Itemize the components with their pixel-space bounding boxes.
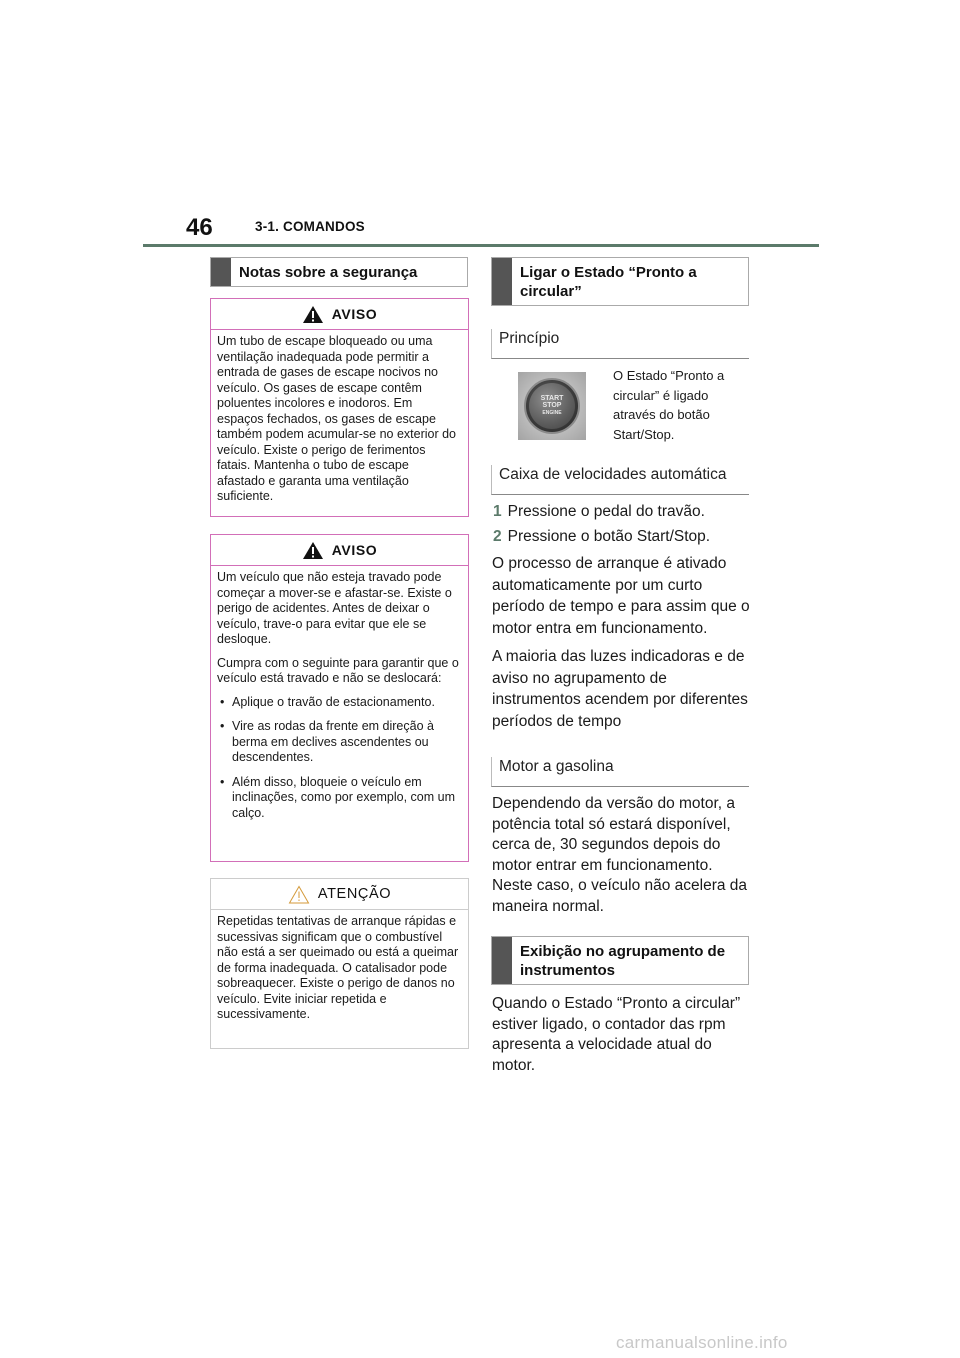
step-number: 1 [493,503,502,520]
section-bar [211,258,231,286]
warning-title-text: AVISO [331,542,378,558]
warning-title [211,535,468,566]
paragraph-petrol-engine: Dependendo da versão do motor, a potência total só estará disponível, cerca de, 30 segundos depois do motor entrar em funcionamento. Neste caso, o veículo não acelera da maneira normal. [492,795,748,915]
caution-title [211,879,468,910]
subheading-automatic: Caixa de velocidades automática [491,465,749,495]
chapter-title: 3-1. COMANDOS [255,219,365,234]
step-number: 2 [493,528,502,545]
paragraph-start-process: O processo de arranque é ativado automaticamente por um curto período de tempo e para assim que o motor entra em funcionamento. [492,555,750,637]
caution-title-text: ATENÇÃO [317,886,392,902]
step-2 [493,528,710,546]
subheading-principle: Princípio [491,329,749,359]
button-label-engine: ENGINE [542,409,562,416]
warning-paragraph: Cumpra com o seguinte para garantir que o veículo está travado e não se deslocará: [217,655,459,685]
warning-paragraph: Um veículo que não esteja travado pode começar a mover-se e afastar-se. Existe o perigo de acidentes. Antes de deixar o veículo, trave-o para evitar que ele se desloque. [217,570,452,646]
start-stop-button-image [518,372,586,440]
caution-box [210,878,469,1049]
step-text: Pressione o pedal do travão. [507,503,705,520]
button-label-start: START [540,394,564,402]
warning-body: Um tubo de escape bloqueado ou uma ventilação inadequada pode permitir a entrada de gases de escape nocivos no veículo. Os gases de escape contêm poluentes incolores e inodoros. Em espaços fechados, os gases de escape também podem acumular-se no exterior do veículo. Existe o perigo de ferimentos fatais. Mantenha o tubo de escape afastado e garanta uma ventilação suficiente. [217,334,457,503]
section-bar [492,937,512,984]
bullet-item: • Além disso, bloqueie o veículo em inclinações, como por exemplo, com um calço. [217,775,460,822]
watermark: carmanualsonline.info [616,1333,788,1352]
paragraph-rpm: Quando o Estado “Pronto a circular” estiver ligado, o contador das rpm apresenta a velocidade atual do motor. [492,995,741,1074]
warning-body [211,566,468,836]
button-label-stop: STOP [542,402,562,410]
page-number: 46 [186,214,213,241]
warning-box-rolling [210,534,469,862]
section-header-ready [491,257,749,306]
caution-triangle-icon [288,885,310,904]
section-title: Ligar o Estado “Pronto a circular” [520,264,697,300]
subheading-petrol: Motor a gasolina [491,757,749,787]
bullet-item: • Vire as rodas da frente em direção à berma em declives ascendentes ou descendentes. [217,719,460,766]
header-rule [143,244,819,247]
caution-body: Repetidas tentativas de arranque rápidas e sucessivas significam que o combustível não está a ser queimado ou está a queimar de forma inadequada. O catalisador pode sobreaquecer. Existe o perigo de danos no veículo. Evite iniciar repetida e sucessivamente. [217,914,459,1021]
warning-title [211,299,468,330]
step-text: Pressione o botão Start/Stop. [507,528,711,545]
section-title: Exibição no agrupamento de instrumentos [520,943,726,979]
warning-triangle-icon [302,541,324,560]
bullet-item: • Aplique o travão de estacionamento. [217,695,460,711]
image-caption: O Estado “Pronto a circular” é ligado através do botão Start/Stop. [613,368,725,442]
paragraph-indicator-lights: A maioria das luzes indicadoras e de aviso no agrupamento de instrumentos acendem por diferentes períodos de tempo [492,648,748,730]
warning-triangle-icon [302,305,324,324]
section-header-instruments [491,936,749,985]
step-1 [493,503,705,521]
warning-bullet-list [217,695,460,822]
button-face [529,383,575,429]
section-title: Notas sobre a segurança [239,264,418,281]
warning-title-text: AVISO [331,306,378,322]
warning-box-exhaust [210,298,469,517]
section-header-safety [210,257,468,287]
section-bar [492,258,512,305]
